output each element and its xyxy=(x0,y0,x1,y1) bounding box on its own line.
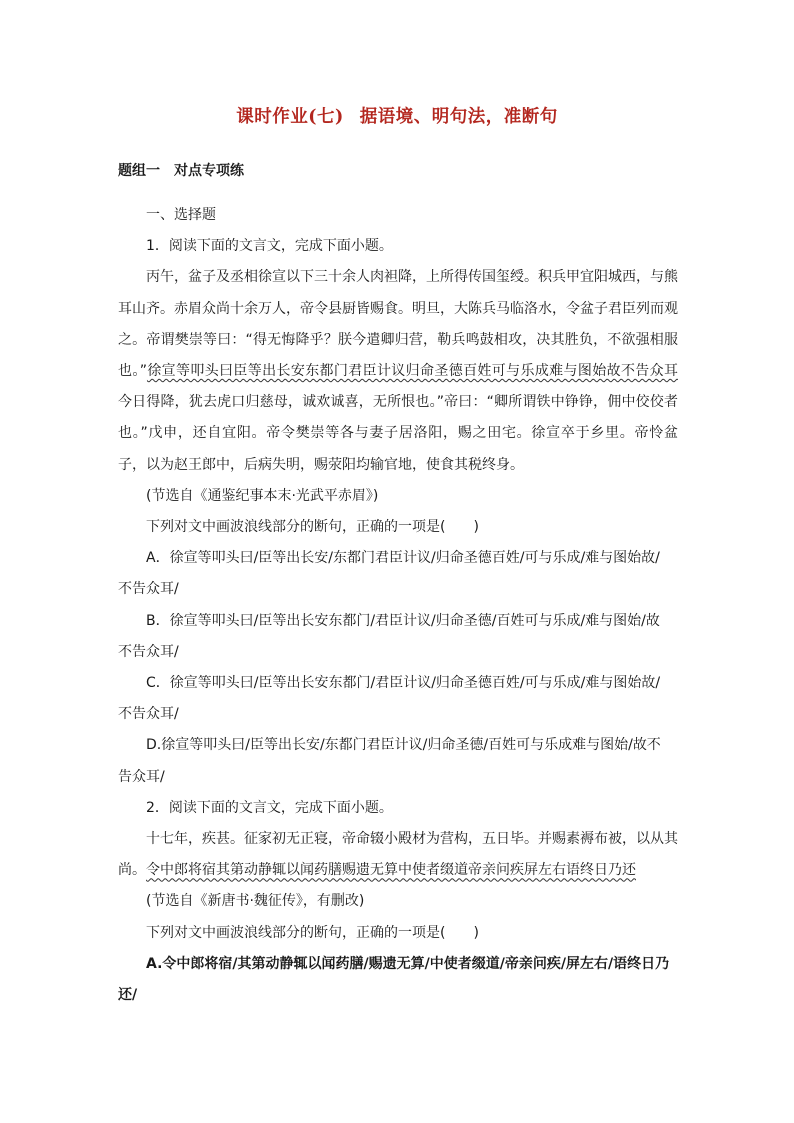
q1-passage-a: 丙午，盆子及丞相徐宣以下三十余人肉袒降，上所得传国玺绶。积兵甲宜阳城西，与熊耳山齐。赤眉众尚十余万人，帝令县厨皆赐食。明旦，大陈兵马临洛水，令盆子君臣列而观之。帝谓樊崇等曰：“得无悔降乎？朕今遣卿归营，勒兵鸣鼓相攻，决其胜负，不欲强相服也。” xyxy=(118,269,678,380)
q2-passage-wavy: 令中郎将宿其第动静辄以闻药膳赐遗无算中使者缀道帝亲问疾屏左右语终日乃还 xyxy=(146,862,636,879)
option-line: 告众耳/ xyxy=(118,768,165,785)
section-label: 题组一 xyxy=(118,163,160,179)
option-line: 不告众耳/ xyxy=(118,706,179,723)
q1-source: (节选自《通鉴纪事本末·光武平赤眉》) xyxy=(146,487,379,504)
q1-question: 下列对文中画波浪线部分的断句，正确的一项是( ) xyxy=(146,519,479,536)
q2-option-a[interactable] xyxy=(118,949,678,1011)
q1-passage-wavy: 徐宣等叩头曰臣等出长安东都门君臣计议归命圣德百姓可与乐成难与图始故不告众耳 xyxy=(146,363,678,380)
part-heading: 一、选择题 xyxy=(146,207,216,223)
q1-option-c[interactable] xyxy=(118,668,678,730)
content-body xyxy=(118,200,678,1011)
q1-passage-b: 今日得降，犹去虎口归慈母，诚欢诚喜，无所恨也。”帝曰：“卿所谓铁中铮铮，佣中佼佼者也。”戊申，还自宜阳。帝令樊崇等各与妻子居洛阳，赐之田宅。徐宣卒于乡里。帝怜盆子，以为赵王郎中，后病失明，赐荥阳均输官地，使食其税终身。 xyxy=(118,394,678,473)
option-line: 不告众耳/ xyxy=(118,581,179,598)
q2-prompt: 2．阅读下面的文言文，完成下面小题。 xyxy=(146,799,393,816)
option-line: B．徐宣等叩头曰/臣等出长安东都门/君臣计议/归命圣德/百姓可与乐成/难与图始/故 xyxy=(146,612,660,629)
q2-passage xyxy=(118,824,678,886)
q2-source: (节选自《新唐书·魏征传》，有删改) xyxy=(146,893,365,910)
title-part2: 据语境、明句法，准断句 xyxy=(359,107,558,127)
option-line: C．徐宣等叩头曰/臣等出长安东都门/君臣计议/归命圣德百姓/可与乐成/难与图始故/ xyxy=(146,675,661,692)
option-line: A.令中郎将宿/其第动静辄以闻药膳/赐遗无算/中使者缀道/帝亲问疾/屏左右/语终日乃 xyxy=(146,955,670,972)
option-line: 还/ xyxy=(118,987,138,1004)
q1-option-d[interactable] xyxy=(118,730,678,792)
option-line: D.徐宣等叩头曰/臣等出长安/东都门君臣计议/归命圣德/百姓可与乐成难与图始/故不 xyxy=(146,737,661,754)
section-heading xyxy=(118,160,244,180)
q2-passage-a: 十七年，疾甚。征家初无正寝，帝命辍小殿材为营构，五日毕。并赐素褥布被，以从其尚。 xyxy=(118,831,678,879)
title-part1: 课时作业(七) xyxy=(236,107,344,127)
option-line: 不告众耳/ xyxy=(118,643,179,660)
q1-passage xyxy=(118,262,678,480)
q1-option-b[interactable] xyxy=(118,606,678,668)
q1-prompt: 1．阅读下面的文言文，完成下面小题。 xyxy=(146,238,393,255)
page-title xyxy=(0,103,794,128)
q1-option-a[interactable] xyxy=(118,543,678,605)
q2-question: 下列对文中画波浪线部分的断句，正确的一项是( ) xyxy=(146,924,479,941)
option-line: A．徐宣等叩头曰/臣等出长安/东都门君臣计议/归命圣德百姓/可与乐成/难与图始故/ xyxy=(146,550,660,567)
section-name: 对点专项练 xyxy=(174,163,244,179)
